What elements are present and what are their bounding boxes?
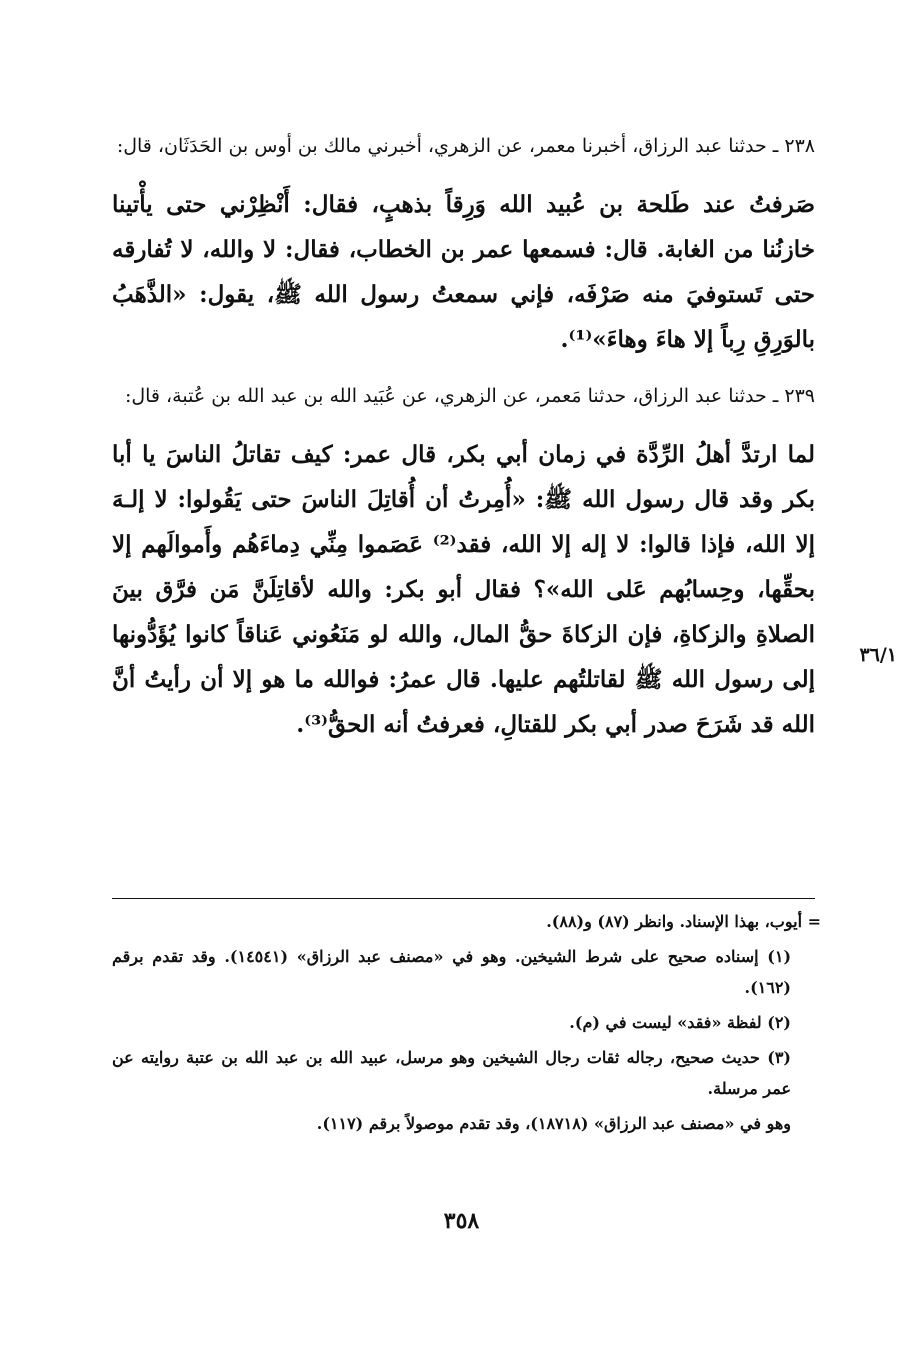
footnote-2: (٢) لفظة «فقد» ليست في (م). — [569, 1013, 791, 1032]
hadith-239-matn: لما ارتدَّ أهلُ الرِّدَّة في زمان أبي بكر، قال عمر: كيف تقاتلُ الناسَ يا أبا بكر وقد قال رسول الله ﷺ: «أُمِرتُ أن أُقاتِلَ الناسَ حتى يَقُولوا: لا إلـهَ إلا الله، فإذا قالوا: لا إله إلا الله، فقد⁽²⁾ عَصَموا مِنِّي دِماءَهُم وأَموالَهم إلا بحقِّها، وحِسابُهم عَلى الله»؟ فقال أبو بكر: والله لأقاتِلَنَّ مَن فرَّق بينَ الصلاةِ والزكاةِ، فإن الزكاةَ حقُّ المال، والله لو مَنَعُوني عَناقاً كانوا يُؤَدُّونها إلى رسول الله ﷺ لقاتلتُهم عليها. قال عمرُ: فوالله ما هو إلا أن رأيتُ أنَّ الله قد شَرَحَ صدر أبي بكر للقتالِ، فعرفتُ أنه الحقُّ⁽³⁾. — [112, 441, 815, 738]
footnote-3-extra: وهو في «مصنف عبد الرزاق» (١٨٧١٨)، وقد تقدم موصولاً برقم (١١٧). — [316, 1114, 791, 1133]
hadith-239-isnad: ٢٣٩ ـ حدثنا عبد الرزاق، حدثنا مَعمر، عن الزهري، عن عُبَيد الله بن عبد الله بن عُتبة، قال: — [124, 385, 815, 407]
footnote-continuation: = أيوب، بهذا الإسناد. وانظر (٨٧) و(٨٨). — [546, 912, 821, 931]
hadith-238-isnad: ٢٣٨ ـ حدثنا عبد الرزاق، أخبرنا معمر، عن الزهري، أخبرني مالك بن أوس بن الحَدَثَان، قال: — [116, 135, 815, 157]
main-text — [112, 126, 815, 761]
footnote-3: (٣) حديث صحيح، رجاله ثقات رجال الشيخين وهو مرسل، عبيد الله بن عبد الله بن عتبة روايته عن عمر مرسلة. — [112, 1048, 791, 1098]
page-number: ٣٥٨ — [443, 1208, 480, 1234]
footnote-1: (١) إسناده صحيح على شرط الشيخين. وهو في «مصنف عبد الرزاق» (١٤٥٤١). وقد تقدم برقم (١٦٢). — [112, 947, 792, 997]
hadith-238-matn: صَرفتُ عند طَلحة بن عُبيد الله وَرِقاً بذهبٍ، فقال: أَنْظِرْني حتى يأْتينا خازنُنا من الغابة. قال: فسمعها عمر بن الخطاب، فقال: لا والله، لا تُفارقه حتى تَستوفيَ منه صَرْفَه، فإني سمعتُ رسول الله ﷺ، يقول: «الذَّهَبُ بالوَرِقِ رِباً إلا هاءَ وهاءَ»⁽¹⁾. — [112, 191, 815, 353]
footnotes — [112, 906, 821, 1143]
margin-reference: ٣٦/١ — [859, 644, 897, 666]
footnote-divider — [112, 898, 815, 899]
